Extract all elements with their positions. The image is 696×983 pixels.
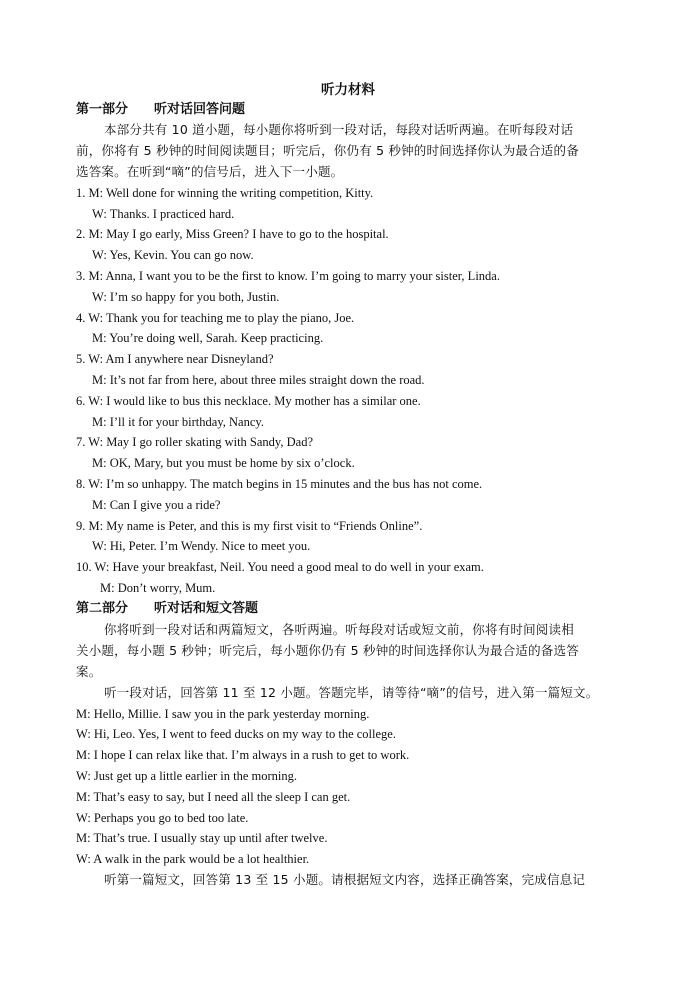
dialogue-line: W: Yes, Kevin. You can go now. [92, 248, 254, 262]
part1-instruction-line: 前，你将有 5 秒钟的时间阅读题目；听完后，你仍有 5 秒钟的时间选择你认为最合适的备 [76, 143, 579, 158]
dialogue-intro: 听一段对话，回答第 11 至 12 小题。答题完毕，请等待“嘀”的信号，进入第一篇短文。 [104, 685, 599, 700]
dialogue-line: W: A walk in the park would be a lot healthier. [76, 852, 310, 866]
part2-instruction-line: 关小题，每小题 5 秒钟；听完后，每小题你仍有 5 秒钟的时间选择你认为最合适的备选答 [76, 643, 579, 658]
dialogue-line: W: Hi, Peter. I’m Wendy. Nice to meet you. [92, 539, 311, 553]
dialogue-line: 10. W: Have your breakfast, Neil. You need a good meal to do well in your exam. [76, 560, 484, 574]
dialogue-line: 8. W: I’m so unhappy. The match begins in 15 minutes and the bus has not come. [76, 477, 483, 491]
dialogue-line: M: That’s easy to say, but I need all the sleep I can get. [76, 790, 351, 804]
dialogue-line: M: Can I give you a ride? [92, 498, 221, 512]
dialogue-line: M: It’s not far from here, about three miles straight down the road. [92, 373, 425, 387]
dialogue-line: 7. W: May I go roller skating with Sandy, Dad? [76, 435, 313, 449]
part2-heading: 第二部分 听对话和短文答题 [76, 601, 259, 616]
dialogue-line: M: OK, Mary, but you must be home by six o’clock. [92, 456, 355, 470]
dialogue-line: 6. W: I would like to bus this necklace. My mother has a similar one. [76, 394, 421, 408]
dialogue-line: 3. M: Anna, I want you to be the first to know. I’m going to marry your sister, Linda. [76, 269, 500, 283]
dialogue-line: W: Hi, Leo. Yes, I went to feed ducks on my way to the college. [76, 727, 396, 741]
dialogue-line: 2. M: May I go early, Miss Green? I have to go to the hospital. [76, 227, 389, 241]
dialogue-line: W: Just get up a little earlier in the morning. [76, 769, 298, 783]
dialogue-line: 4. W: Thank you for teaching me to play the piano, Joe. [76, 311, 355, 325]
dialogue-line: M: I hope I can relax like that. I’m always in a rush to get to work. [76, 748, 410, 762]
dialogue-line: 9. M: My name is Peter, and this is my first visit to “Friends Online”. [76, 519, 423, 533]
dialogue-line: W: Thanks. I practiced hard. [92, 207, 235, 221]
part2-instruction-line: 你将听到一段对话和两篇短文，各听两遍。听每段对话或短文前，你将有时间阅读相 [104, 622, 574, 637]
dialogue-line: M: Don’t worry, Mum. [100, 581, 216, 595]
dialogue-line: M: I’ll it for your birthday, Nancy. [92, 415, 264, 429]
dialogue-line: W: Perhaps you go to bed too late. [76, 811, 249, 825]
passage1-intro: 听第一篇短文，回答第 13 至 15 小题。请根据短文内容，选择正确答案，完成信息记 [104, 872, 586, 887]
part1-heading: 第一部分 听对话回答问题 [76, 102, 246, 117]
dialogue-line: 1. M: Well done for winning the writing competition, Kitty. [76, 186, 374, 200]
dialogue-line: M: You’re doing well, Sarah. Keep practicing. [92, 331, 324, 345]
dialogue-line: M: That’s true. I usually stay up until after twelve. [76, 831, 328, 845]
dialogue-line: W: I’m so happy for you both, Justin. [92, 290, 280, 304]
dialogue-line: M: Hello, Millie. I saw you in the park yesterday morning. [76, 707, 370, 721]
part1-instruction-line: 本部分共有 10 道小题，每小题你将听到一段对话，每段对话听两遍。在听每段对话 [104, 122, 574, 137]
part1-instruction-line: 选答案。在听到“嘀”的信号后，进入下一小题。 [76, 164, 344, 179]
page-title: 听力材料 [321, 82, 375, 98]
dialogue-line: 5. W: Am I anywhere near Disneyland? [76, 352, 274, 366]
part2-instruction-line: 案。 [76, 664, 102, 679]
